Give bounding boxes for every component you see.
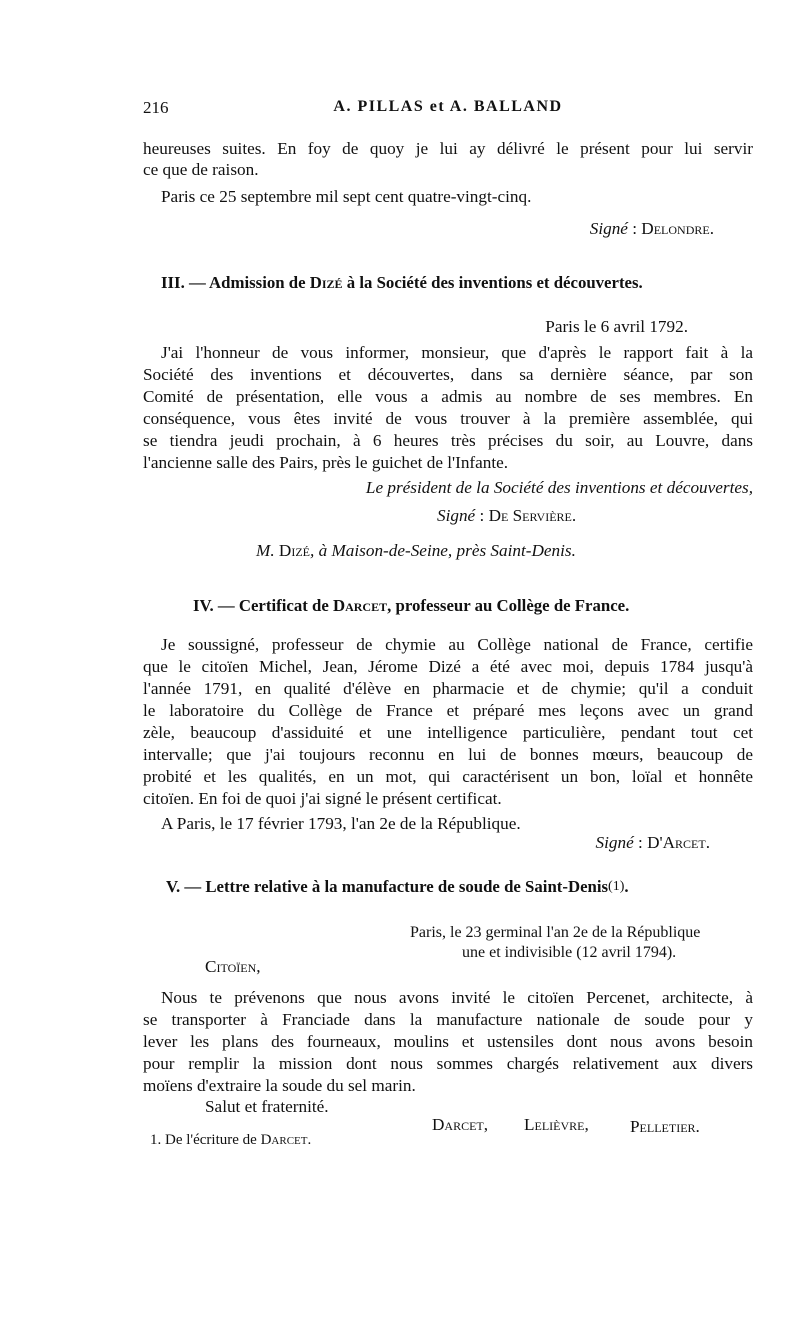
president-line: Le président de la Société des inventions et découvertes,: [365, 478, 753, 497]
signed-label: Signé: [589, 219, 628, 238]
text-line: le laboratoire du Collège de France et préparé mes leçons avec un grand: [143, 701, 753, 720]
text-line: Comité de présentation, elle vous a admis au nombre de ses membres. En: [143, 387, 753, 406]
letter-date-line: une et indivisible (12 avril 1794).: [462, 944, 677, 961]
text-line: se tiendra jeudi prochain, à 6 heures très précises du soir, au Louvre, dans: [143, 431, 753, 450]
text-line: J'ai l'honneur de vous informer, monsieur, que d'après le rapport fait à la: [161, 343, 753, 362]
text-line: moïens d'extraire la soude du sel marin.: [143, 1076, 416, 1095]
section-heading-v: V. — Lettre relative à la manufacture de soude de Saint-Denis(1).: [166, 877, 629, 896]
text-line: pour remplir la mission dont nous sommes chargés relativement aux divers: [143, 1054, 753, 1073]
footnote: 1. De l'écriture de Darcet.: [150, 1132, 312, 1148]
address-line: M. Dizé, à Maison-de-Seine, près Saint-Denis.: [256, 541, 576, 560]
signer-darcet: Darcet,: [432, 1115, 489, 1134]
text-line: se transporter à Franciade dans la manufacture nationale de soude pour y: [143, 1010, 753, 1029]
letter-date: Paris le 6 avril 1792.: [545, 317, 688, 336]
footnote-reference: (1): [608, 879, 625, 894]
closing-line: Salut et fraternité.: [205, 1097, 329, 1116]
text-line: l'année 1791, en qualité d'élève en pharmacie et de chymie; qu'il a conduit: [143, 679, 753, 698]
page-number: 216: [143, 98, 169, 117]
letter-date-line: Paris, le 23 germinal l'an 2e de la République: [410, 924, 701, 941]
section-heading-iii: III. — Admission de Dizé à la Société des inventions et découvertes.: [161, 273, 643, 292]
text-line: conséquence, vous êtes invité de vous trouver à la première assemblée, qui: [143, 409, 753, 428]
signer-lelievre: Lelièvre,: [524, 1115, 589, 1134]
text-line: Je soussigné, professeur de chymie au Collège national de France, certifie: [161, 635, 753, 654]
running-title: A. PILLAS et A. BALLAND: [333, 98, 563, 115]
text-line: heureuses suites. En foy de quoy je lui ay délivré le présent pour lui servir: [143, 139, 753, 158]
text-line: que le citoïen Michel, Jean, Jérome Dizé a été avec moi, depuis 1784 jusqu'à: [143, 657, 753, 676]
section-heading-iv: IV. — Certificat de Darcet, professeur au Collège de France.: [193, 596, 630, 615]
place-date-line: A Paris, le 17 février 1793, l'an 2e de la République.: [161, 814, 521, 833]
text-line: l'ancienne salle des Pairs, près le guichet de l'Infante.: [143, 453, 509, 472]
text-line: probité et les qualités, en un mot, qui caractérisent un bon, loïal et honnête: [143, 767, 753, 786]
signer-pelletier: Pelletier.: [630, 1117, 700, 1136]
salutation: Citoïen,: [205, 957, 261, 976]
signature-darcet: Signé : D'Arcet.: [595, 833, 710, 852]
text-line: zèle, beaucoup d'assiduité et une intelligence particulière, pendant tout cet: [143, 723, 753, 742]
text-line: intervalle; que j'ai toujours reconnu en lui de bonnes mœurs, beaucoup de: [143, 745, 753, 764]
text-line: Nous te prévenons que nous avons invité le citoïen Percenet, architecte, à: [161, 988, 753, 1007]
signer-name: Delondre.: [641, 219, 714, 238]
text-line: Paris ce 25 septembre mil sept cent quatre-vingt-cinq.: [161, 187, 532, 206]
text-line: lever les plans des fourneaux, moulins et ustensiles dont nous avons besoin: [143, 1032, 753, 1051]
text-line: citoïen. En foi de quoi j'ai signé le présent certificat.: [143, 789, 502, 808]
text-line: Société des inventions et découvertes, dans sa dernière séance, par son: [143, 365, 753, 384]
signature-de-serviere: Signé : De Servière.: [437, 506, 577, 525]
signature-delondre: Signé : Delondre.: [589, 219, 714, 238]
text-line: ce que de raison.: [143, 160, 259, 179]
page-header: [143, 98, 753, 122]
